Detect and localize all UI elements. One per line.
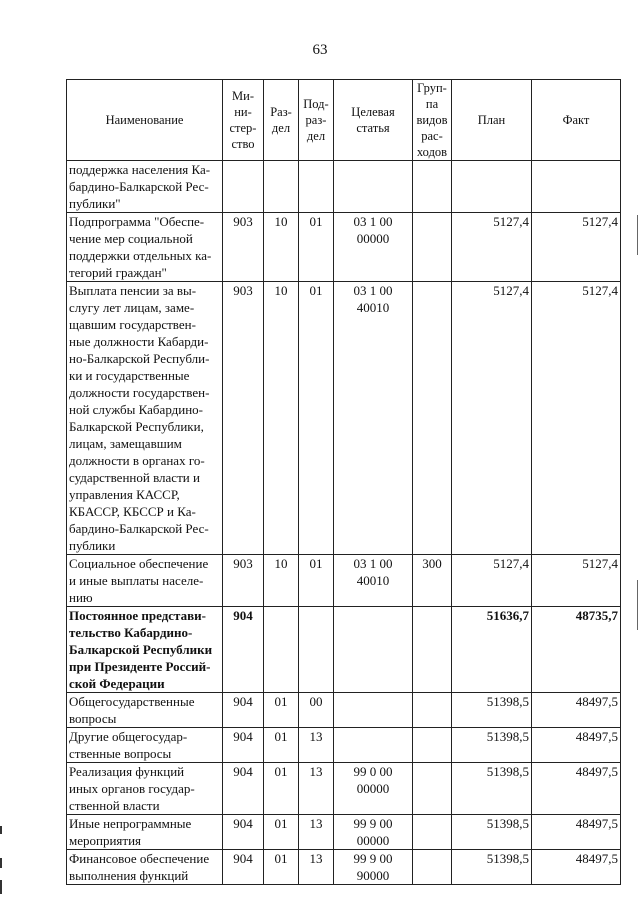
cell-plan: 51398,5 <box>452 693 532 728</box>
cell-subsection: 01 <box>299 213 334 282</box>
cell-subsection: 00 <box>299 693 334 728</box>
cell-subsection: 01 <box>299 282 334 555</box>
cell-group: 300 <box>413 555 452 607</box>
cell-section: 10 <box>264 555 299 607</box>
header-name: Наименование <box>67 80 223 161</box>
table-row <box>67 850 621 885</box>
cell-target: 03 1 00 40010 <box>334 555 413 607</box>
cell-group <box>413 763 452 815</box>
cell-name: Реализация функций иных органов государ- ственной власти <box>67 763 223 815</box>
cell-group <box>413 213 452 282</box>
cell-plan: 51398,5 <box>452 763 532 815</box>
cell-group <box>413 607 452 693</box>
cell-name: Выплата пенсии за вы- слугу лет лицам, заме- щавшим государствен- ные должности Кабарди- но-Балкарской Республи- ки и государственные должности государствен- ной службы Кабардино- Балкарской Республики, лицам, замещавшим должности в органах го- сударственной власти и управления КАССР, КБАССР, КБССР и Ка- бардино-Балкарской Рес- публики <box>67 282 223 555</box>
cell-plan: 51398,5 <box>452 850 532 885</box>
cell-section: 01 <box>264 763 299 815</box>
budget-table <box>66 79 621 885</box>
cell-ministry: 903 <box>223 213 264 282</box>
cell-name: Иные непрограммные мероприятия <box>67 815 223 850</box>
cell-group <box>413 850 452 885</box>
table-row <box>67 161 621 213</box>
header-target: Целевая статья <box>334 80 413 161</box>
cell-name: Финансовое обеспечение выполнения функций <box>67 850 223 885</box>
cell-name: Постоянное представи- тельство Кабардино- Балкарской Республики при Президенте Россий- ской Федерации <box>67 607 223 693</box>
cell-section <box>264 607 299 693</box>
scan-artifact <box>637 215 638 255</box>
cell-group <box>413 282 452 555</box>
cell-fact: 5127,4 <box>532 213 621 282</box>
cell-section: 01 <box>264 815 299 850</box>
cell-fact: 48497,5 <box>532 850 621 885</box>
cell-ministry: 904 <box>223 763 264 815</box>
cell-target <box>334 693 413 728</box>
header-group: Груп- па видов рас- ходов <box>413 80 452 161</box>
cell-plan: 5127,4 <box>452 555 532 607</box>
header-plan: План <box>452 80 532 161</box>
cell-fact: 48497,5 <box>532 728 621 763</box>
table-body <box>67 161 621 885</box>
cell-fact: 48497,5 <box>532 693 621 728</box>
cell-target: 99 9 00 00000 <box>334 815 413 850</box>
cell-subsection: 13 <box>299 763 334 815</box>
page-number: 63 <box>312 42 328 58</box>
cell-section: 01 <box>264 728 299 763</box>
cell-name: Другие общегосудар- ственные вопросы <box>67 728 223 763</box>
table-row <box>67 728 621 763</box>
scan-artifact <box>637 580 638 630</box>
cell-target <box>334 607 413 693</box>
cell-target: 03 1 00 00000 <box>334 213 413 282</box>
scan-artifact <box>0 880 2 894</box>
cell-plan: 51398,5 <box>452 728 532 763</box>
cell-section: 10 <box>264 282 299 555</box>
cell-group <box>413 693 452 728</box>
cell-name: Подпрограмма "Обеспе- чение мер социальной поддержки отдельных ка- тегорий граждан" <box>67 213 223 282</box>
scan-artifact <box>0 826 2 834</box>
table-row <box>67 763 621 815</box>
table-row <box>67 815 621 850</box>
cell-plan: 5127,4 <box>452 282 532 555</box>
cell-plan: 51398,5 <box>452 815 532 850</box>
cell-name: Социальное обеспечение и иные выплаты населе- нию <box>67 555 223 607</box>
cell-section: 01 <box>264 850 299 885</box>
cell-name: Общегосударственные вопросы <box>67 693 223 728</box>
cell-ministry: 904 <box>223 815 264 850</box>
cell-target: 03 1 00 40010 <box>334 282 413 555</box>
cell-subsection: 13 <box>299 815 334 850</box>
cell-plan <box>452 161 532 213</box>
cell-plan: 5127,4 <box>452 213 532 282</box>
cell-target <box>334 728 413 763</box>
cell-plan: 51636,7 <box>452 607 532 693</box>
cell-subsection <box>299 607 334 693</box>
scan-artifact <box>0 858 2 868</box>
cell-target: 99 0 00 00000 <box>334 763 413 815</box>
cell-fact: 48497,5 <box>532 763 621 815</box>
cell-name: поддержка населения Ка- бардино-Балкарской Рес- публики" <box>67 161 223 213</box>
table-row <box>67 282 621 555</box>
cell-fact <box>532 161 621 213</box>
table-row <box>67 607 621 693</box>
cell-group <box>413 815 452 850</box>
cell-ministry: 903 <box>223 555 264 607</box>
cell-fact: 48735,7 <box>532 607 621 693</box>
header-ministry: Ми- ни- стер- ство <box>223 80 264 161</box>
cell-ministry: 904 <box>223 728 264 763</box>
cell-fact: 5127,4 <box>532 555 621 607</box>
cell-target <box>334 161 413 213</box>
table-row <box>67 693 621 728</box>
table-row <box>67 213 621 282</box>
cell-subsection <box>299 161 334 213</box>
cell-ministry: 904 <box>223 850 264 885</box>
cell-ministry <box>223 161 264 213</box>
cell-ministry: 904 <box>223 607 264 693</box>
cell-target: 99 9 00 90000 <box>334 850 413 885</box>
cell-section: 10 <box>264 213 299 282</box>
cell-section: 01 <box>264 693 299 728</box>
cell-ministry: 904 <box>223 693 264 728</box>
header-fact: Факт <box>532 80 621 161</box>
cell-fact: 48497,5 <box>532 815 621 850</box>
cell-group <box>413 161 452 213</box>
table-row <box>67 555 621 607</box>
cell-fact: 5127,4 <box>532 282 621 555</box>
cell-subsection: 13 <box>299 850 334 885</box>
table-header-row <box>67 80 621 161</box>
cell-subsection: 01 <box>299 555 334 607</box>
header-subsection: Под- раз- дел <box>299 80 334 161</box>
cell-section <box>264 161 299 213</box>
cell-subsection: 13 <box>299 728 334 763</box>
cell-ministry: 903 <box>223 282 264 555</box>
cell-group <box>413 728 452 763</box>
header-section: Раз- дел <box>264 80 299 161</box>
